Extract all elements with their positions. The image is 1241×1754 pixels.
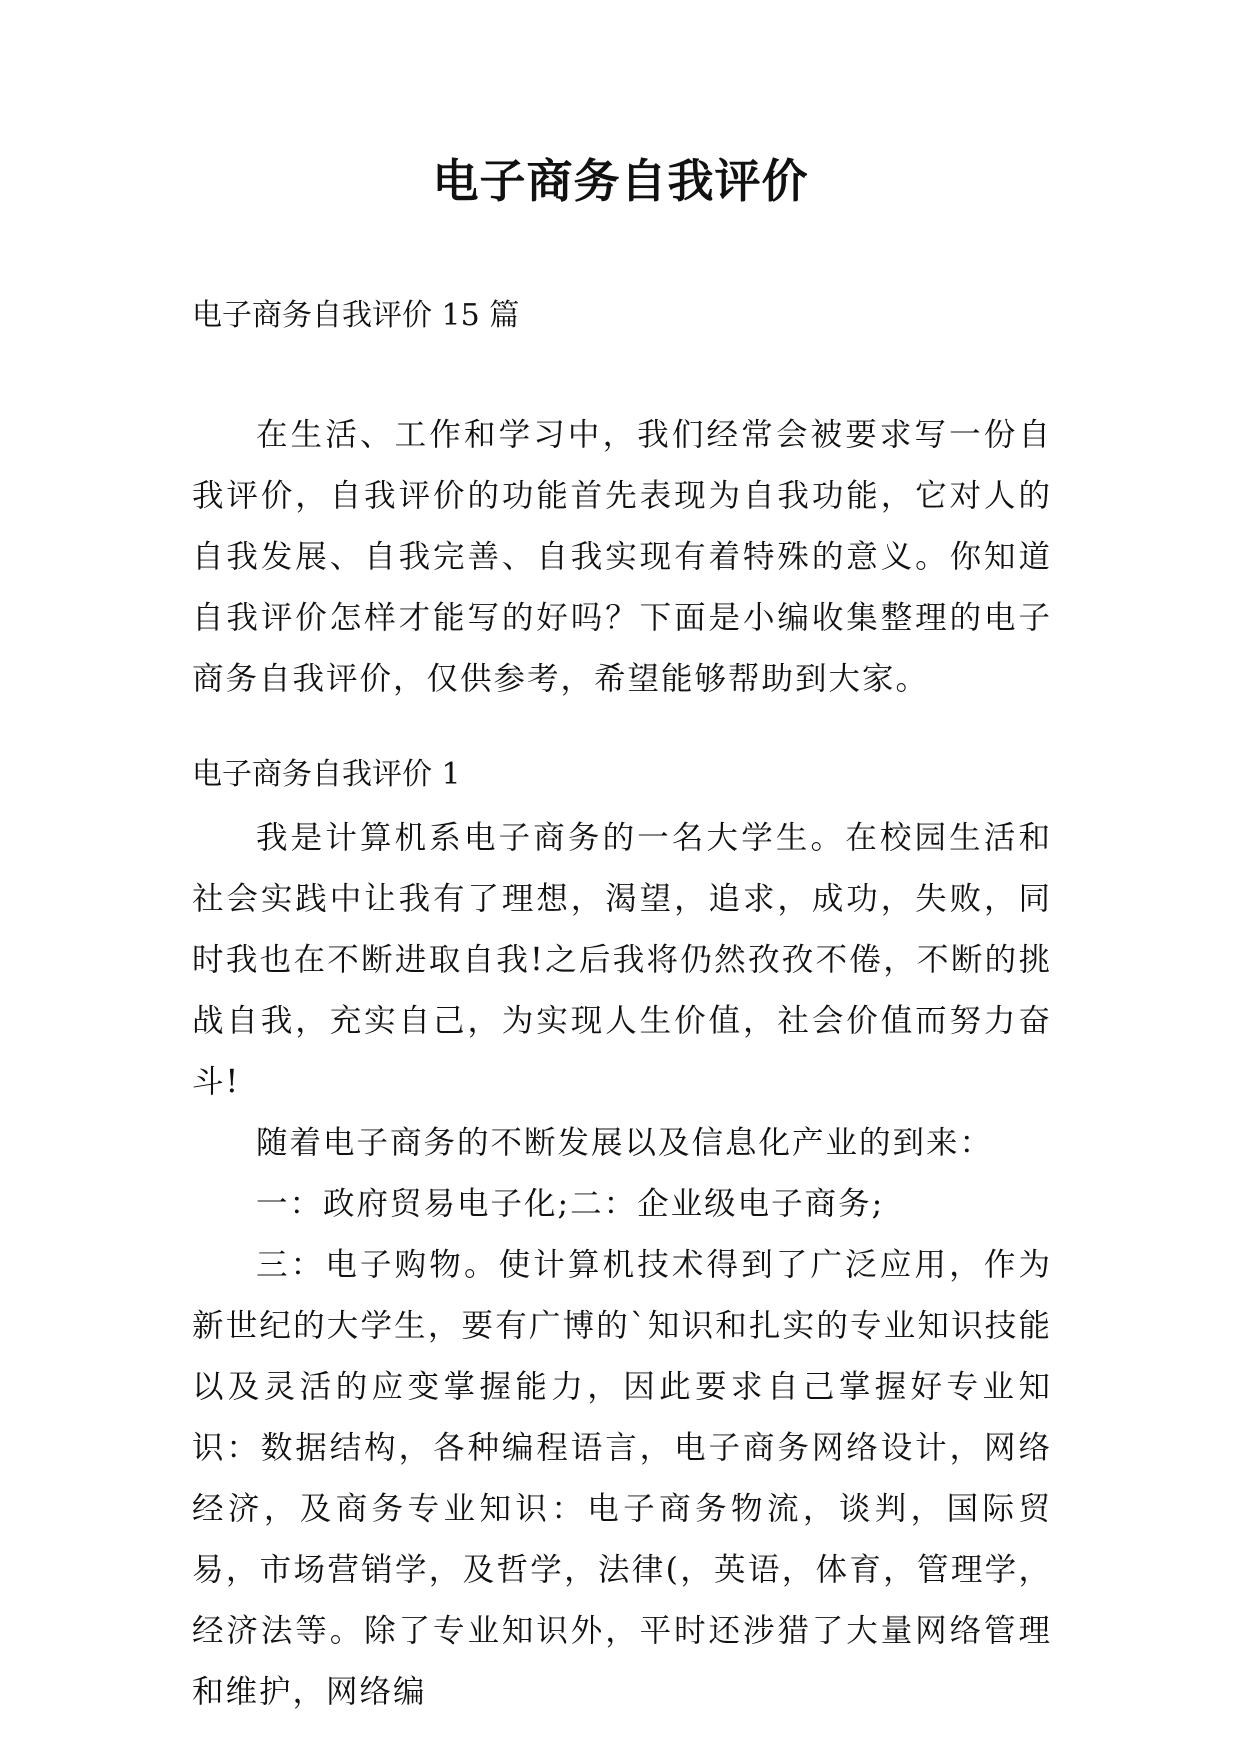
intro-section bbox=[192, 405, 1052, 710]
section-1-paragraph-4: 三：电子购物。使计算机技术得到了广泛应用，作为新世纪的大学生，要有广博的`知识和扎实的专业知识技能以及灵活的应变掌握能力，因此要求自己掌握好专业知识：数据结构，各种编程语言，电子商务网络设计，网络经济，及商务专业知识：电子商务物流，谈判，国际贸易，市场营销学，及哲学，法律(，英语，体育，管理学，经济法等。除了专业知识外，平时还涉猎了大量网络管理和维护，网络编 bbox=[192, 1247, 1052, 1710]
document-title: 电子商务自我评价 bbox=[432, 154, 809, 208]
section-1-paragraph-3: 一：政府贸易电子化;二：企业级电子商务; bbox=[256, 1186, 885, 1222]
document-subtitle: 电子商务自我评价 15 篇 bbox=[192, 298, 520, 333]
section-1-paragraph-2: 随着电子商务的不断发展以及信息化产业的到来： bbox=[256, 1125, 994, 1161]
section-1-paragraph-1: 我是计算机系电子商务的一名大学生。在校园生活和社会实践中让我有了理想，渴望，追求，成功，失败，同时我也在不断进取自我!之后我将仍然孜孜不倦，不断的挑战自我，充实自己，为实现人生价值，社会价值而努力奋斗! bbox=[192, 820, 1052, 1100]
section-1-body bbox=[192, 808, 1052, 1723]
intro-paragraph: 在生活、工作和学习中，我们经常会被要求写一份自我评价，自我评价的功能首先表现为自我功能，它对人的自我发展、自我完善、自我实现有着特殊的意义。你知道自我评价怎样才能写的好吗？下面是小编收集整理的电子商务自我评价，仅供参考，希望能够帮助到大家。 bbox=[192, 417, 1052, 697]
section-1-title: 电子商务自我评价 1 bbox=[192, 757, 461, 792]
